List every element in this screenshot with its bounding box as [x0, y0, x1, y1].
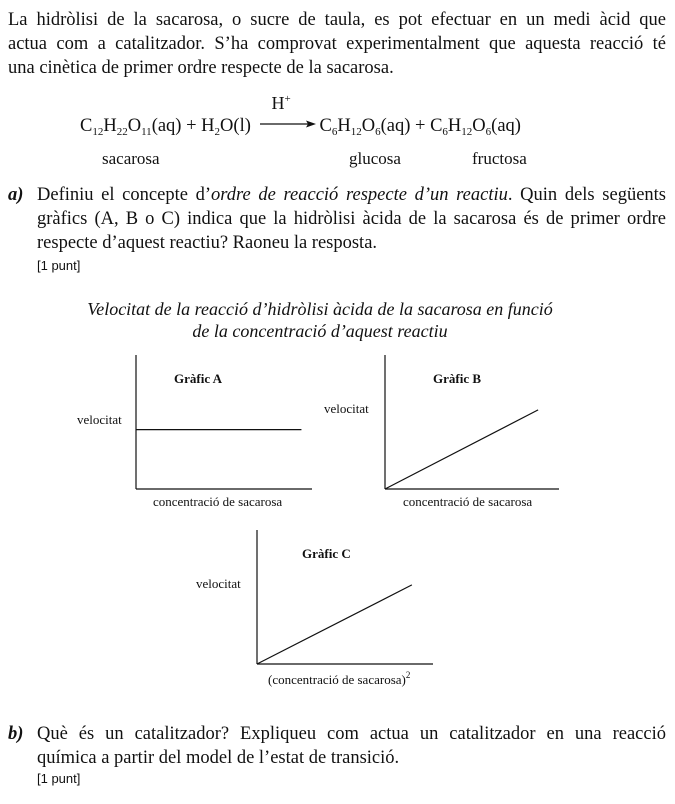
question-a-label: a) — [8, 185, 24, 205]
question-a-line: respecte d’aquest reactiu? Raoneu la resposta. — [37, 233, 378, 253]
figure-caption-line: de la concentració d’aquest reactiu — [192, 321, 448, 341]
question-b-points: [1 punt] — [37, 771, 81, 786]
plus-sign: + — [410, 116, 431, 136]
catalyst-label: H+ — [271, 93, 291, 113]
graph-b-ylabel: velocitat — [324, 401, 369, 416]
graph-a-xlabel: concentració de sacarosa — [153, 494, 283, 509]
plus-sign: + — [181, 116, 202, 136]
graph-c-ylabel: velocitat — [196, 576, 241, 591]
question-b-label: b) — [8, 724, 24, 744]
graph-b-series-line — [385, 410, 538, 489]
question-a-line: gràfics (A, B o C) indica que la hidròlisi àcida de la sacarosa és de primer ordre — [37, 209, 666, 229]
name-sucrose: sacarosa — [102, 149, 160, 168]
graph-b-xlabel: concentració de sacarosa — [403, 494, 533, 509]
question-b — [8, 722, 666, 772]
product-fructose: $C_6H_{12}O_6(aq)$ — [430, 116, 521, 138]
intro-line: una cinètica de primer ordre respecte de la sacarosa. — [8, 58, 394, 78]
question-a-line: Definiu el concepte d’ordre de reacció respecte d’un reactiu. Quin dels següents — [37, 185, 666, 205]
graph-b-title: Gràfic B — [433, 371, 482, 386]
name-fructose: fructosa — [472, 149, 527, 168]
question-b-line: química a partir del model de l’estat de transició. — [37, 748, 400, 768]
reactant-sucrose: $C_{12}H_{22}O_{11}(aq)$ — [80, 116, 182, 138]
intro-line: actua com a catalitzador. S’ha comprovat experimentalment que aquesta reacció té — [8, 34, 666, 54]
product-glucose: $C_6H_{12}O_6(aq)$ — [319, 116, 411, 138]
intro-line: La hidròlisi de la sacarosa, o sucre de taula, es pot efectuar en un medi àcid que — [8, 10, 666, 30]
graph-a-ylabel: velocitat — [77, 412, 122, 427]
graph-a-title: Gràfic A — [174, 371, 223, 386]
graph-c-xlabel: (concentració de sacarosa)$^2$ — [268, 670, 411, 687]
reactant-water: $H_2O(l)$ — [201, 116, 251, 138]
figure-caption-line: Velocitat de la reacció d’hidròlisi àcida de la sacarosa en funció — [87, 299, 553, 319]
graph-c-series-line — [257, 585, 412, 664]
question-b-line: Què és un catalitzador? Expliqueu com actua un catalitzador en una reacció — [37, 724, 666, 744]
question-b-text — [37, 722, 666, 770]
question-a-points: [1 punt] — [37, 258, 81, 273]
graph-c-title: Gràfic C — [302, 546, 351, 561]
name-glucose: glucosa — [349, 149, 401, 168]
